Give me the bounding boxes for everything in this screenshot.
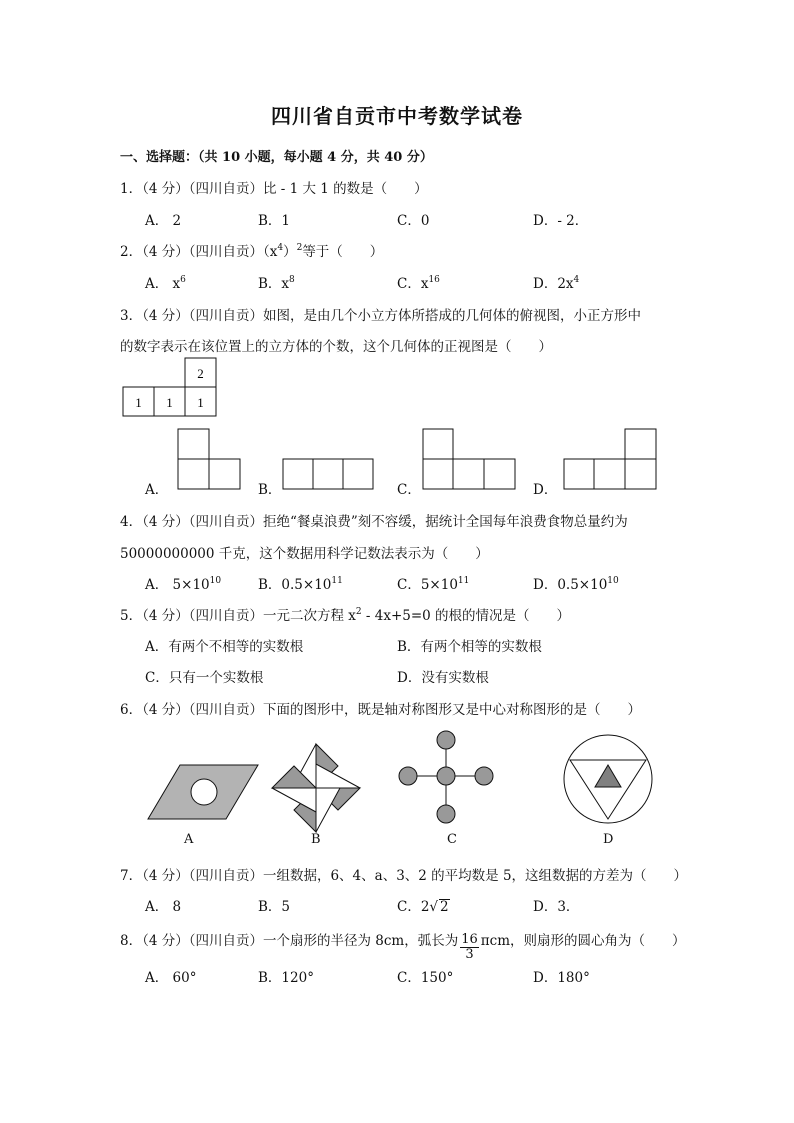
q4-option-c[interactable]: C．$5\times 10^{11}$ (397, 576, 470, 593)
q7-option-d[interactable]: D．3． (533, 899, 580, 915)
grid-cell-1: 1 (135, 395, 142, 410)
q2-option-b[interactable]: B．$x^8$ (258, 275, 295, 292)
question-1-stem: 1．（4 分）（四川自贡）比 - 1 大 1 的数是（ ） (120, 181, 428, 197)
q6-figure-d-triangle-circle (562, 733, 654, 825)
q5-option-d[interactable]: D．没有实数根 (397, 670, 489, 686)
q4-option-d[interactable]: D．$0.5\times 10^{10}$ (533, 576, 619, 593)
q1-option-c[interactable]: C．0 (397, 213, 430, 229)
q8-option-b[interactable]: B．120° (258, 970, 314, 986)
q3-figure-c (423, 429, 517, 491)
question-7-stem: 7．（4 分）（四川自贡）一组数据，6、4、a、3、2 的平均数是 5，这组数据的方差为（ ） (120, 868, 688, 884)
q7-option-b[interactable]: B．5 (258, 899, 291, 915)
grid-cell-2: 1 (166, 395, 173, 410)
question-4-line-1: 4．（4 分）（四川自贡）拒绝“餐桌浪费”刻不容缓，据统计全国每年浪费食物总量约为 (120, 514, 628, 530)
q5-option-a[interactable]: A．有两个不相等的实数根 (145, 639, 304, 655)
sqrt-radicand: 2 (440, 899, 449, 915)
grid-cell-3: 1 (197, 395, 204, 410)
q1-option-d[interactable]: D．- 2． (533, 213, 589, 229)
q8-option-d[interactable]: D．180° (533, 970, 590, 986)
arc-length-fraction: $\frac{16}{3}$ (461, 932, 478, 962)
page-title: 四川省自贡市中考数学试卷 (271, 104, 523, 128)
q1-option-a[interactable]: A． 2 (145, 213, 182, 229)
q2-option-d[interactable]: D．$2x^4$ (533, 275, 580, 292)
question-3-line-1: 3．（4 分）（四川自贡）如图，是由几个小立方体所搭成的几何体的俯视图，小正方形中 (120, 308, 641, 324)
q3-figure-a (178, 429, 240, 491)
question-4-line-2: 50000000000 千克，这个数据用科学记数法表示为（ ） (120, 546, 489, 562)
q2-option-a[interactable]: A． $x^6$ (145, 275, 186, 292)
q8-option-c[interactable]: C．150° (397, 970, 454, 986)
q2-option-c[interactable]: C．$x^{16}$ (397, 275, 440, 292)
q6-label-b: B (311, 832, 321, 847)
q3-figure-d (564, 429, 658, 491)
q6-figure-b-pinwheel (270, 742, 362, 834)
q8-option-a[interactable]: A． 60° (145, 970, 197, 986)
question-6-stem: 6．（4 分）（四川自贡）下面的图形中，既是轴对称图形又是中心对称图形的是（ ） (120, 702, 641, 718)
q1-option-b[interactable]: B．1 (258, 213, 291, 229)
q6-label-d: D (603, 832, 614, 847)
q3-option-c[interactable]: C． (397, 482, 421, 498)
q3-option-a[interactable]: A． (145, 482, 169, 498)
q6-figure-c-cross-circles (397, 729, 495, 827)
q5-option-c[interactable]: C．只有一个实数根 (145, 670, 264, 686)
question-2-stem: 2．（4 分）（四川自贡）$(x^4)^2$等于（ ） (120, 243, 384, 260)
question-8-stem: 8．（4 分）（四川自贡）一个扇形的半径为 8cm，弧长为 $\frac{16}{3}$ πcm，则扇形的圆心角为（ ） (120, 932, 686, 962)
q3-figure-b (283, 459, 375, 491)
q4-option-b[interactable]: B．$0.5\times 10^{11}$ (258, 576, 343, 593)
q6-figure-a-parallelogram (148, 763, 260, 821)
q7-option-a[interactable]: A． 8 (145, 899, 182, 915)
q3-option-b[interactable]: B． (258, 482, 282, 498)
q5-option-b[interactable]: B．有两个相等的实数根 (397, 639, 542, 655)
q6-label-c: C (447, 832, 457, 847)
question-5-stem: 5．（4 分）（四川自贡）一元二次方程 $x^2 - 4x+5=0$ 的根的情况是（ ） (120, 607, 571, 624)
top-view-grid (123, 358, 218, 418)
grid-cell-top: 2 (197, 366, 204, 381)
question-3-line-2: 的数字表示在该位置上的立方体的个数，这个几何体的正视图是（ ） (120, 339, 552, 355)
section-heading: 一、选择题：（共 10 小题，每小题 4 分，共 40 分） (120, 150, 433, 165)
q4-option-a[interactable]: A． $5\times 10^{10}$ (145, 576, 222, 593)
q7-option-c[interactable]: C．2√ 2 (397, 899, 449, 915)
q3-option-d[interactable]: D． (533, 482, 558, 498)
q6-label-a: A (184, 832, 194, 847)
